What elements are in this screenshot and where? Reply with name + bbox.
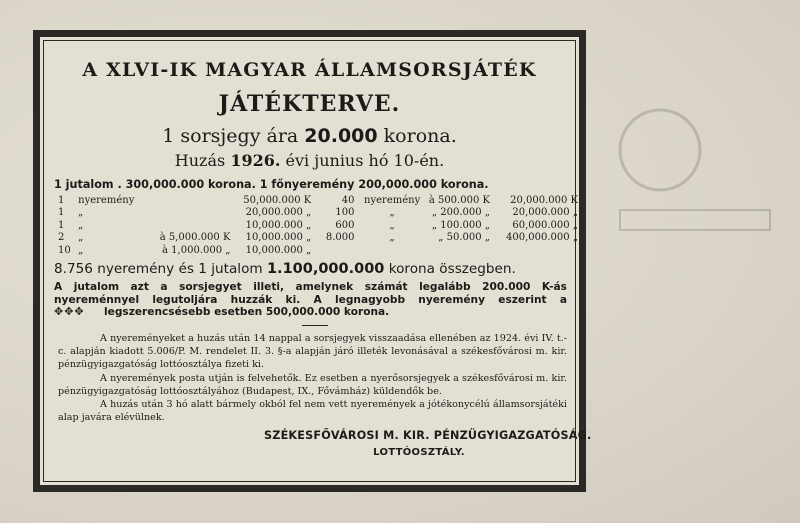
prize-label: „ (389, 207, 395, 219)
table-row (58, 244, 578, 257)
divider (302, 325, 328, 326)
prize-count: 1 (58, 207, 65, 219)
table-row (58, 232, 578, 245)
payout-notes (58, 332, 567, 424)
prize-label: „ (78, 244, 84, 256)
prize-label: „ (389, 232, 395, 244)
prize-table (58, 194, 578, 257)
note-paragraph: A nyeremények posta utján is felvehetők. Ez esetben a nyerősorsjegyek a székesfővárosi m. kir. pénzügyigazgatóság lottóosztályához (Budapest, IX., Fővámház) küldendők be. (58, 372, 567, 397)
prize-total: 400,000.000 „ (506, 232, 578, 244)
prize-total: 20,000.000 K (510, 194, 578, 206)
prize-count: 600 (335, 219, 355, 231)
ticket-price-value: 20.000 (304, 125, 378, 147)
prize-each: „ 50.000 „ (438, 232, 490, 244)
ornament-icon: ✥✥✥ (54, 305, 85, 318)
prize-count: 2 (58, 232, 65, 244)
prize-count: 1 (58, 194, 65, 206)
prize-total (490, 244, 578, 257)
prize-each: „ 200.000 „ (431, 207, 490, 219)
prize-each: à 5,000.000 K (159, 232, 231, 244)
table-row (58, 207, 578, 220)
prize-count: 1 (58, 219, 65, 231)
prize-each (160, 194, 231, 207)
bonus-rule (54, 281, 567, 319)
prize-each (160, 219, 231, 232)
issuing-office: SZÉKESFŐVÁROSI M. KIR. PÉNZÜGYIGAZGATÓSÁG. (264, 429, 592, 442)
bonus-rule-line: nyereménnyel legutoljára huzzák ki. A legnagyobb nyeremény eszerint a (54, 293, 567, 306)
prize-label: nyeremény (364, 194, 421, 206)
prize-label: „ (78, 219, 84, 231)
prize-count: 8.000 (325, 232, 355, 244)
main-prizes-line: 1 jutalom . 300,000.000 korona. 1 főnyeremény 200,000.000 korona. (54, 178, 489, 191)
prize-count: 40 (341, 194, 355, 206)
prize-total: 20,000.000 „ (245, 207, 312, 219)
prize-total: 10,000.000 „ (245, 219, 312, 231)
prize-count: 100 (335, 207, 355, 219)
plan-heading: JÁTÉKTERVE. (218, 91, 401, 117)
draw-date: Huzás 1926. évi junius hó 10-én. (174, 151, 445, 170)
table-row (58, 219, 578, 232)
ticket-price: 1 sorsjegy ára 20.000 korona. (162, 125, 457, 147)
prize-each: à 1,000.000 „ (162, 244, 231, 256)
prize-label (363, 244, 422, 257)
prize-total: 60,000.000 „ (512, 219, 578, 231)
lottery-plan-content (43, 40, 592, 482)
lottery-title: A XLVI-IK MAGYAR ÁLLAMSORSJÁTÉK (82, 59, 537, 81)
issuing-department: LOTTÓOSZTÁLY. (373, 447, 465, 458)
lottery-plan-frame (33, 30, 592, 492)
prize-label: nyeremény (78, 194, 135, 206)
prize-each (422, 244, 490, 257)
bonus-rule-line: legszerencsésebb esetben 500,000.000 korona. (104, 306, 390, 318)
prize-label: „ (389, 219, 395, 231)
note-paragraph: A huzás után 3 hó alatt bármely okból fel nem vett nyeremények a jótékonycélú államsorsjátéki alap javára elévülnek. (58, 399, 567, 424)
show-through-stamp-mark (600, 80, 780, 280)
table-row (58, 194, 578, 207)
prize-label: „ (78, 207, 84, 219)
prize-count (315, 244, 362, 257)
prize-each: „ 100.000 „ (431, 219, 490, 231)
prize-summary: 8.756 nyeremény és 1 jutalom 1.100,000.000 korona összegben. (54, 261, 516, 277)
prize-total: 50,000.000 K (243, 194, 312, 206)
prize-count: 10 (58, 244, 71, 256)
bonus-rule-line: A jutalom azt a sorsjegyet illeti, amelynek számát legalább 200.000 K-ás (54, 281, 567, 293)
prize-total: 20,000.000 „ (512, 207, 578, 219)
prize-each: à 500.000 K (428, 194, 490, 206)
prize-each (160, 207, 231, 220)
prize-total: 10,000.000 „ (245, 232, 312, 244)
prize-summary-amount: 1.100,000.000 (266, 261, 385, 277)
prize-total: 10,000.000 „ (245, 244, 312, 256)
prize-label: „ (78, 232, 84, 244)
note-paragraph: A nyereményeket a huzás után 14 nappal a sorsjegyek visszaadása ellenében az 1924. évi IV. t.-c. alapján kiadott 5.006/P. M. rendelet II. 3. §-a alapján járó illeték levonásával a székesfővárosi m. kir. pénzügyigazgatóság lottóosztálya fizeti ki. (58, 333, 567, 371)
